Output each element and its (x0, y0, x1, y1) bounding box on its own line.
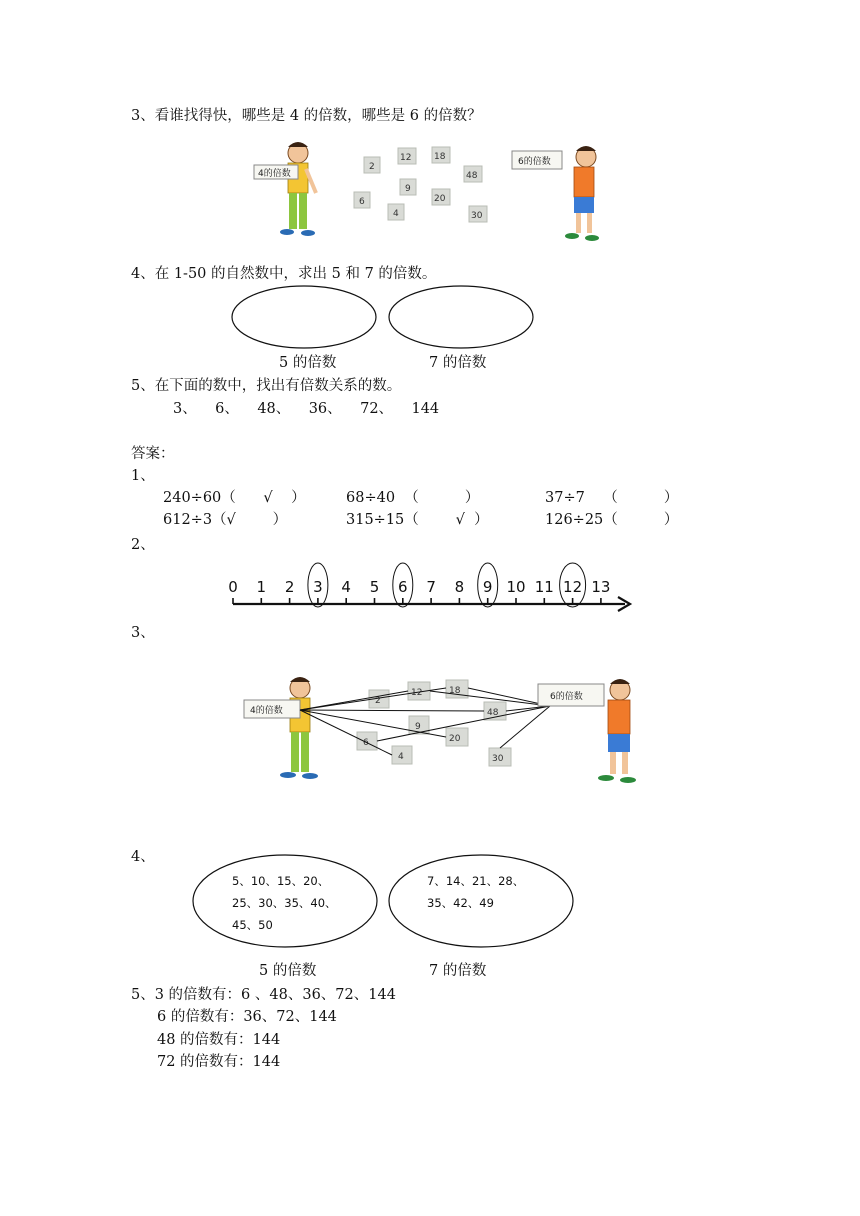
q4-ovals (230, 285, 540, 355)
answer-3-number: 3、 (131, 625, 155, 641)
svg-text:6的倍数: 6的倍数 (518, 157, 551, 167)
svg-text:18: 18 (449, 686, 461, 696)
card-2 (364, 157, 380, 173)
a4-five-line2: 25、30、35、40、 (232, 896, 337, 910)
svg-text:4的倍数: 4的倍数 (250, 706, 283, 716)
a4-five-line1: 5、10、15、20、 (232, 874, 330, 888)
answer-1-r2c1: 612÷3（√ ） (163, 512, 288, 528)
a3-card-4 (392, 746, 412, 764)
number-line-label-5: 5 (369, 578, 380, 596)
q3-illustration (240, 135, 600, 245)
q5-text: 5、在下面的数中，找出有倍数关系的数。 (131, 378, 402, 394)
answer-4-number: 4、 (131, 849, 155, 865)
card-12 (398, 148, 416, 164)
answers-title: 答案： (131, 446, 175, 462)
answer-5-line3: 48 的倍数有：144 (157, 1032, 281, 1048)
answer-2-number: 2、 (131, 537, 155, 553)
number-line (225, 565, 640, 615)
answer-1-r1c3: 37÷7 （ ） (545, 490, 679, 506)
a3-card-6 (357, 732, 377, 750)
svg-text:30: 30 (492, 754, 504, 764)
answer-1-r2c3: 126÷25（ ） (545, 512, 679, 528)
card-48 (464, 166, 482, 182)
number-line-label-1: 1 (256, 578, 267, 596)
q4-label-5: 5 的倍数 (279, 355, 337, 371)
q3-text: 3、看谁找得快，哪些是 4 的倍数，哪些是 6 的倍数？ (131, 108, 482, 124)
card-30 (469, 206, 487, 222)
svg-text:4: 4 (398, 752, 404, 762)
number-line-label-2: 2 (284, 578, 295, 596)
number-line-label-4: 4 (341, 578, 351, 596)
q4-text: 4、在 1-50 的自然数中，求出 5 和 7 的倍数。 (131, 266, 437, 282)
q4-oval-5 (232, 286, 376, 348)
answer-1-r1c1: 240÷60（ √ ） (163, 490, 306, 506)
svg-text:2: 2 (369, 162, 375, 172)
svg-text:9: 9 (415, 722, 421, 732)
a4-label-5: 5 的倍数 (259, 963, 317, 979)
boy-right-figure (565, 146, 599, 241)
svg-text:6的倍数: 6的倍数 (550, 692, 583, 702)
a3-illustration (240, 670, 645, 795)
card-20 (432, 189, 450, 205)
svg-text:6: 6 (359, 197, 365, 207)
svg-text:9: 9 (405, 184, 411, 194)
number-line-label-11: 11 (534, 578, 554, 596)
number-line-label-13: 13 (591, 578, 611, 596)
a3-boy-right-sign (538, 684, 604, 706)
svg-text:18: 18 (434, 152, 446, 162)
svg-text:48: 48 (487, 708, 499, 718)
card-6 (354, 192, 370, 208)
answer-5-line2: 6 的倍数有：36、72、144 (157, 1009, 337, 1025)
a3-card-20 (446, 728, 468, 746)
number-line-label-6: 6 (398, 578, 408, 596)
a3-boy-left-sign (244, 700, 300, 718)
number-line-label-8: 8 (454, 578, 465, 596)
boy-left-sign (254, 165, 298, 179)
svg-text:20: 20 (449, 734, 461, 744)
svg-text:12: 12 (400, 153, 412, 163)
svg-text:6: 6 (363, 738, 369, 748)
card-18 (432, 147, 450, 163)
q5-numbers: 3、 6、 48、 36、 72、 144 (173, 401, 440, 417)
boy-right-sign (512, 151, 562, 169)
number-line-label-10: 10 (506, 578, 526, 596)
boy-left-figure (280, 142, 316, 236)
a3-boy-left-figure (280, 677, 318, 779)
svg-text:2: 2 (375, 696, 381, 706)
a4-five-line3: 45、50 (232, 918, 273, 932)
number-line-label-12: 12 (563, 578, 583, 596)
a4-seven-line2: 35、42、49 (427, 896, 494, 910)
number-line-label-0: 0 (228, 578, 238, 596)
a3-card-30 (489, 748, 511, 766)
q4-label-7: 7 的倍数 (429, 355, 487, 371)
answer-5-line4: 72 的倍数有：144 (157, 1054, 281, 1070)
answer-1-number: 1、 (131, 468, 155, 484)
svg-text:4: 4 (393, 209, 399, 219)
a4-seven-line1: 7、14、21、28、 (427, 874, 525, 888)
answer-5-line1: 5、3 的倍数有：6 、48、36、72、144 (131, 987, 396, 1003)
card-4 (388, 204, 404, 220)
answer-1-r2c2: 315÷15（ √ ） (346, 512, 489, 528)
svg-text:30: 30 (471, 211, 483, 221)
svg-text:4的倍数: 4的倍数 (258, 169, 291, 179)
svg-text:48: 48 (466, 171, 478, 181)
q4-oval-7 (389, 286, 533, 348)
number-line-label-3: 3 (313, 578, 323, 596)
a4-label-7: 7 的倍数 (429, 963, 487, 979)
number-line-label-9: 9 (482, 578, 493, 596)
number-line-label-7: 7 (426, 578, 436, 596)
svg-text:20: 20 (434, 194, 446, 204)
card-9 (400, 179, 416, 195)
answer-1-r1c2: 68÷40 （ ） (346, 490, 480, 506)
svg-text:12: 12 (411, 688, 423, 698)
